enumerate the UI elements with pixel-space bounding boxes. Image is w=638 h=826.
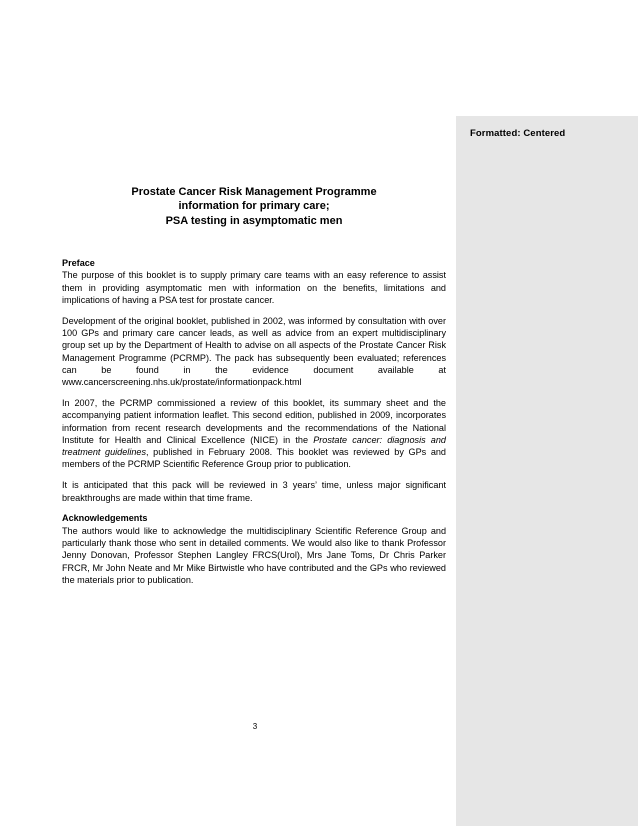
preface-paragraph-3-start: In 2007, the PCRMP commissioned a review of this booklet, its summary sheet and the accompanying patient information leaflet. This second edition, published in 2009, incorporates information from recent research developments and the recommendations of the National Institute for Health and Clinical Excellence (NICE) in the [62,397,446,445]
page-number: 3 [252,722,258,731]
document-body [62,257,446,595]
preface-heading: Preface [62,258,95,268]
preface-paragraph-4: It is anticipated that this pack will be reviewed in 3 years’ time, unless major significant breakthroughs are made within that time frame. [62,480,446,503]
document-title [62,185,446,228]
preface-paragraph-3 [62,397,446,471]
acknowledgements-section [62,512,446,586]
preface-paragraph-1: The purpose of this booklet is to supply primary care teams with an easy reference to assist them in providing asymptomatic men with information on the benefits, limitations and implications of having a PSA test for prostate cancer. [62,270,446,305]
preface-paragraph-2: Development of the original booklet, published in 2002, was informed by consultation with over 100 GPs and primary care cancer leads, as well as advice from an expert multidisciplinary group set up by the Department of Health to advise on all aspects of the Prostate Cancer Risk Management Programme (PCRMP). The pack has subsequently been evaluated; references can be found in the evidence document available at www.cancerscreening.nhs.uk/prostate/informationpack.html [62,315,446,388]
nice-guidelines-title: Prostate cancer: diagnosis and treatment guidelines [62,434,446,458]
comment-pane [456,116,638,826]
preface-section [62,257,446,306]
acknowledgements-paragraph: The authors would like to acknowledge the multidisciplinary Scientific Reference Group and particularly thank those who sent in detailed comments. We would also like to thank Professor Jenny Donovan, Professor Stephen Langley FRCS(Urol), Mrs Jane Toms, Dr Chris Parker FRCR, Mr John Neate and Mr Mike Birtwistle who have contributed and the GPs who reviewed the materials prior to publication. [62,525,446,585]
title-line-3: PSA testing in asymptomatic men [165,214,343,227]
acknowledgements-heading: Acknowledgements [62,513,148,524]
title-line-1: Prostate Cancer Risk Management Programme [131,186,377,198]
title-line-2: information for primary care; [178,200,330,213]
comment-formatted-label: Formatted: Centered [470,128,566,139]
preface-paragraph-3-end: , published in February 2008. This booklet was reviewed by GPs and members of the PCRMP Scientific Reference Group prior to publication. [62,447,446,470]
